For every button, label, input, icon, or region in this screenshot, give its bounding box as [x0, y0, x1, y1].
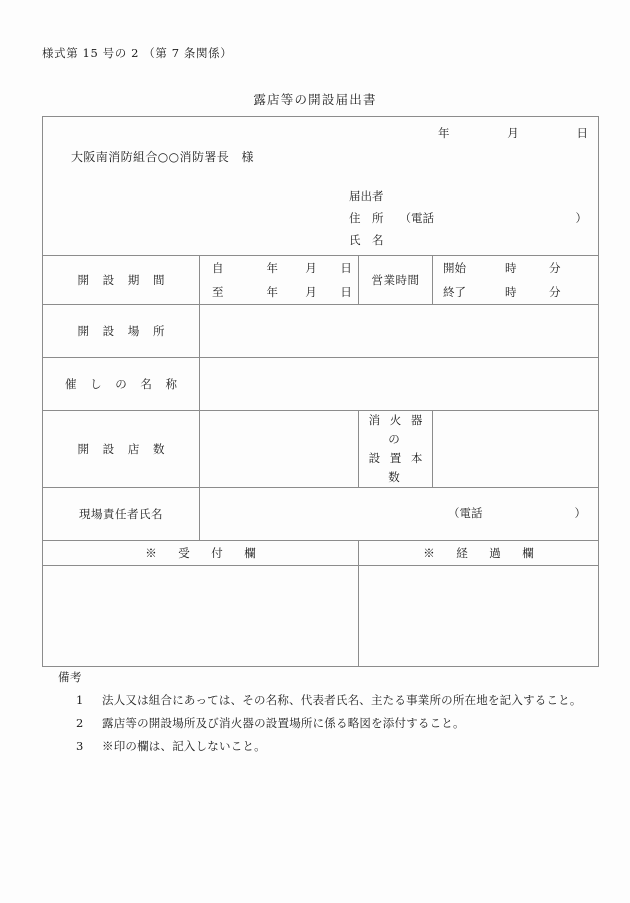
responsible-tel [448, 505, 586, 521]
table-row-place [43, 305, 599, 358]
extinguisher-label [359, 411, 433, 488]
period-to-month: 月 [305, 285, 317, 299]
notification-form-table [42, 116, 599, 667]
progress-column-header: ※ 経 過 欄 [359, 541, 599, 566]
declarer-label: 届出者 [349, 189, 384, 203]
hours-end-row [433, 280, 598, 304]
table-row-event-name [43, 358, 599, 411]
remark-item [58, 735, 582, 758]
hours-start-row [433, 256, 598, 280]
table-row-header [43, 117, 599, 256]
remark-number: 2 [76, 716, 84, 730]
hours-end-hour: 時 [505, 285, 517, 299]
header-cell [43, 117, 599, 256]
hours-start-hour: 時 [505, 261, 517, 275]
date-year-label: 年 [438, 126, 450, 140]
declarer-block [349, 185, 599, 251]
declarer-address-line [349, 207, 599, 229]
place-label: 開 設 場 所 [43, 305, 200, 358]
shop-count-label: 開 設 店 数 [43, 411, 200, 488]
hours-end-mark: 終了 [443, 285, 466, 299]
form-number: 様式第 15 号の 2 （第 7 条関係） [42, 46, 233, 60]
remark-item [58, 689, 582, 712]
period-from-day: 日 [340, 261, 352, 275]
remark-text: ※印の欄は、記入しないこと。 [102, 739, 266, 753]
extinguisher-value[interactable] [433, 411, 599, 488]
responsible-tel-close: ） [574, 506, 586, 520]
remarks-section [58, 666, 582, 758]
hours-start-minute: 分 [549, 261, 561, 275]
declarer-name-label: 氏 名 [349, 233, 384, 247]
period-to-row [200, 280, 358, 304]
address-tel-open: （電話 [399, 211, 434, 225]
business-hours-value-cell[interactable] [433, 256, 599, 305]
remark-text: 法人又は組合にあっては、その名称、代表者氏名、主たる事業所の所在地を記入すること。 [102, 693, 582, 707]
remark-number: 3 [76, 739, 84, 753]
responsible-label: 現場責任者氏名 [43, 488, 200, 541]
table-row-official-boxes [43, 566, 599, 667]
shop-count-value[interactable] [200, 411, 359, 488]
event-name-label: 催 し の 名 称 [43, 358, 200, 411]
period-from-mark: 自 [212, 261, 224, 275]
responsible-tel-open: （電話 [448, 506, 483, 520]
address-label: 住 所 [349, 211, 384, 225]
reception-column-header: ※ 受 付 欄 [43, 541, 359, 566]
reception-box[interactable] [43, 566, 359, 667]
period-value-cell[interactable] [200, 256, 359, 305]
extinguisher-label-line2: 設 置 本 数 [368, 451, 426, 484]
period-to-year: 年 [266, 285, 279, 299]
remark-number: 1 [76, 693, 84, 707]
hours-end-minute: 分 [549, 285, 561, 299]
business-hours-label: 営業時間 [359, 256, 433, 305]
hours-start-mark: 開始 [443, 261, 466, 275]
document-title: 露店等の開設届出書 [253, 92, 377, 107]
period-from-month: 月 [305, 261, 317, 275]
addressee: 大阪南消防組合○○消防署長 様 [71, 150, 254, 164]
address-tel-close: ） [575, 211, 587, 225]
table-row-responsible [43, 488, 599, 541]
period-from-row [200, 256, 358, 280]
period-label: 開 設 期 間 [43, 256, 200, 305]
table-row-period [43, 256, 599, 305]
place-value[interactable] [200, 305, 599, 358]
remarks-title: 備考 [58, 670, 82, 684]
period-to-mark: 至 [212, 285, 224, 299]
period-to-day: 日 [340, 285, 352, 299]
table-row-official-headers [43, 541, 599, 566]
remark-item [58, 712, 582, 735]
table-row-shop-count [43, 411, 599, 488]
period-from-year: 年 [266, 261, 279, 275]
extinguisher-label-line1: 消 火 器 の [368, 413, 426, 446]
date-day-label: 日 [576, 126, 588, 140]
date-month-label: 月 [507, 126, 519, 140]
event-name-value[interactable] [200, 358, 599, 411]
remark-text: 露店等の開設場所及び消火器の設置場所に係る略図を添付すること。 [102, 716, 465, 730]
responsible-value-cell[interactable] [200, 488, 599, 541]
date-line [438, 125, 588, 141]
progress-box[interactable] [359, 566, 599, 667]
